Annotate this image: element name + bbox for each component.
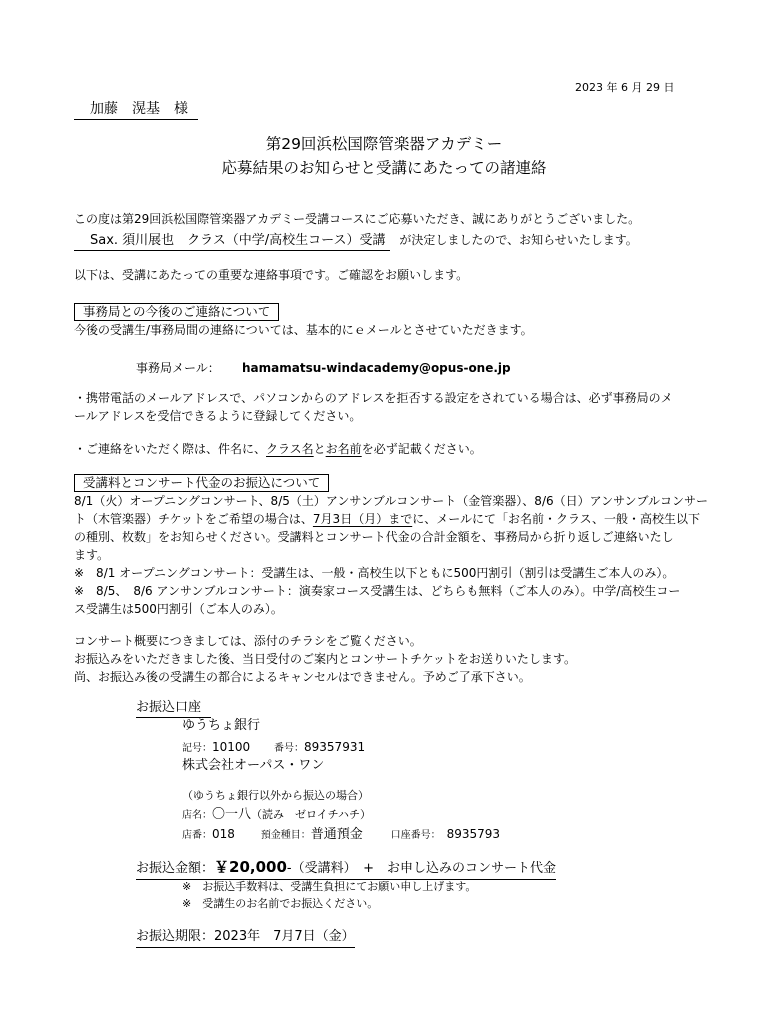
- branch-row: [182, 806, 371, 825]
- ticket-deadline: 7月3日（月）まで: [312, 512, 413, 526]
- intro-line1: この度は第29回浜松国際管楽器アカデミー受講コースにご応募いただき、誠にありがとうございました。: [74, 212, 641, 226]
- document-title-line1: 第29回浜松国際管楽器アカデミー: [265, 135, 503, 153]
- account-no-value: 8935793: [446, 827, 501, 841]
- branch-no-value: 018: [212, 827, 235, 841]
- office-email: hamamatsu-windacademy@opus-one.jp: [242, 361, 511, 375]
- payment-deadline: [136, 927, 355, 948]
- deposit-type-label: 預金種目：: [260, 830, 311, 841]
- note2-class: クラス名: [266, 442, 314, 456]
- section2-p2-l3: 尚、お振込み後の受講生の都合によるキャンセルはできません。予めご了承下さい。: [74, 670, 531, 684]
- section1-heading-text: 事務局との今後のご連絡について: [74, 303, 279, 321]
- section1-heading: [74, 303, 279, 321]
- kigo-row: [182, 738, 365, 758]
- amount-note2: ※ 受講生のお名前でお振込ください。: [182, 897, 379, 910]
- course-name: Sax. 須川展也 クラス（中学/高校生コース）受講: [74, 232, 390, 251]
- bank-name: ゆうちょ銀行: [182, 718, 261, 733]
- amount-label: お振込金額：: [136, 861, 215, 876]
- section2-p1-l2: [74, 510, 700, 528]
- section1-line1: 今後の受講生/事務局間の連絡については、基本的にｅメールとさせていただきます。: [74, 323, 533, 337]
- section2-heading: [74, 474, 329, 492]
- section2-p1-l4: ます。: [74, 548, 110, 562]
- bango-label: 番号：: [274, 743, 305, 754]
- section2-p1-l3: の種別、枚数」をお知らせください。受講料とコンサート代金の合計金額を、事務局から折り返しご連絡いたし: [74, 530, 674, 544]
- note2-name: お名前: [325, 442, 362, 456]
- kigo-value: 10100: [212, 740, 251, 754]
- section2-note-b1: ※ 8/5、 8/6 アンサンブルコンサート：演奏家コース受講生は、どちらも無料（ご本人のみ）。中学/高校生コー: [74, 584, 681, 598]
- section2-p2-l2: お振込みをいただきました後、当日受付のご案内とコンサートチケットをお送りいたします。: [74, 652, 576, 666]
- intro-line2: [74, 231, 638, 251]
- section2-p2-l1: コンサート概要につきましては、添付のチラシをご覧ください。: [74, 634, 422, 648]
- section1-note1-a: ・携帯電話のメールアドレスで、パソコンからのアドレスを拒否する設定をされている場合は、必ず事務局のメ: [74, 391, 673, 405]
- recipient-text: 加藤 滉基 様: [74, 99, 198, 120]
- branch-reading: （読み ゼロイチハチ）: [251, 808, 372, 821]
- intro-line2-rest: が決定しましたので、お知らせいたします。: [399, 233, 638, 247]
- deposit-type-value: 普通預金: [310, 827, 363, 842]
- branch-value: 〇一八: [212, 807, 252, 822]
- intro-line3: 以下は、受講にあたっての重要な連絡事項です。ご確認をお願いします。: [74, 268, 469, 282]
- section2-heading-text: 受講料とコンサート代金のお振込について: [74, 474, 329, 492]
- section2-note-b2: ス受講生は500円割引（ご本人のみ）。: [74, 602, 283, 616]
- branch-no-label: 店番：: [182, 830, 212, 841]
- bango-value: 89357931: [304, 740, 366, 754]
- branch-no-row: [182, 825, 500, 845]
- amount-row: [136, 857, 556, 880]
- amount-value: ￥20,000: [214, 858, 287, 876]
- section2-note-a: ※ 8/1 オープニングコンサート：受講生は、一般・高校生以下ともに500円割引（割引は受講生ご本人のみ）。: [74, 566, 675, 580]
- branch-label: 店名：: [182, 810, 212, 821]
- account-heading-text: お振込口座: [136, 699, 211, 718]
- amount-suffix: -（受講料） + お申し込みのコンサート代金: [286, 861, 556, 876]
- p1-l2-a: ト（木管楽器）チケットをご希望の場合は、: [74, 512, 313, 526]
- account-no-label: 口座番号：: [390, 830, 441, 841]
- note2-suffix: を必ず記載ください。: [361, 442, 482, 456]
- other-bank-note: （ゆうちょ銀行以外から振込の場合）: [182, 789, 369, 802]
- payment-deadline-text: お振込期限：2023年 7月7日（金）: [136, 927, 355, 948]
- note2-prefix: ・ご連絡をいただく際は、件名に、: [74, 442, 267, 456]
- kigo-label: 記号：: [182, 743, 212, 754]
- recipient-name: [74, 99, 198, 120]
- account-heading: [136, 699, 211, 718]
- amount-note1: ※ お振込手数料は、受講生負担にてお願い申し上げます。: [182, 880, 477, 893]
- section1-note1-b: ールアドレスを受信できるように登録してください。: [74, 409, 362, 423]
- document-title-line2: 応募結果のお知らせと受講にあたっての諸連絡: [221, 159, 547, 177]
- document-date: 2023 年 6 月 29 日: [575, 81, 675, 94]
- email-label: 事務局メール：: [136, 361, 220, 375]
- section2-p1-l1: 8/1（火）オープニングコンサート、8/5（土）アンサンブルコンサート（金管楽器）、8/6（日）アンサンブルコンサー: [74, 494, 709, 508]
- amount-underlined: [136, 857, 556, 880]
- section1-note2: [74, 440, 482, 458]
- account-holder: 株式会社オーパス・ワン: [182, 758, 325, 773]
- note2-and: と: [313, 442, 326, 456]
- p1-l2-b: に、メールにて「お名前・クラス、一般・高校生以下: [412, 512, 700, 526]
